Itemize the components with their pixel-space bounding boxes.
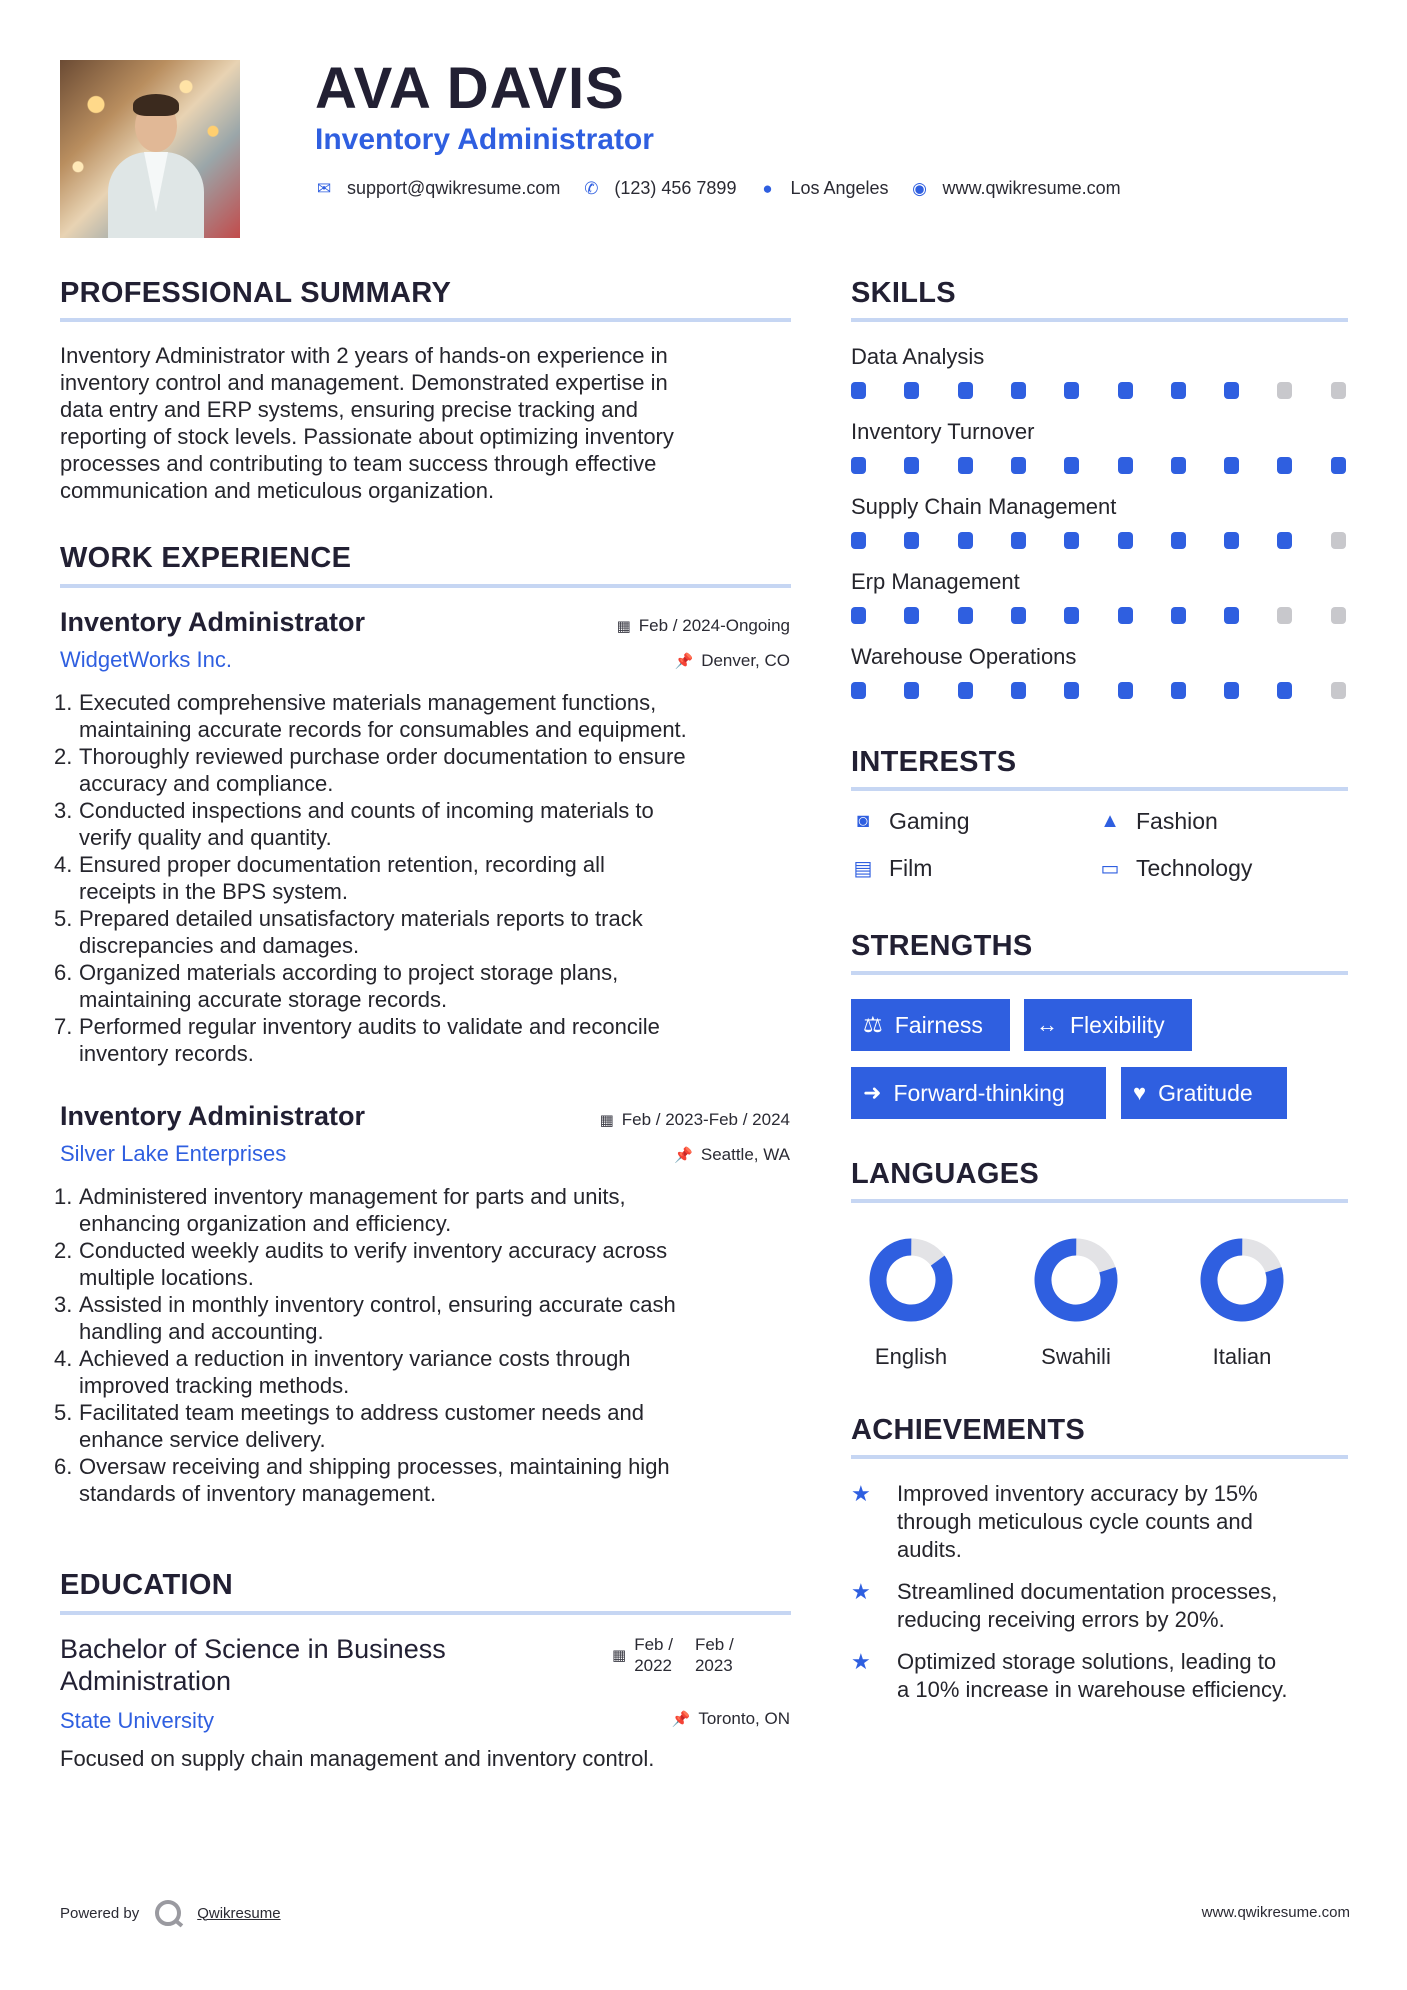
strength-label: Gratitude [1158, 1079, 1253, 1106]
interests-heading: INTERESTS [851, 746, 1017, 778]
achievement-item [851, 1648, 1288, 1704]
skill-dot-filled [851, 382, 866, 399]
skill-dot-filled [1277, 532, 1292, 549]
pin-icon: 📌 [674, 1147, 693, 1164]
footer-website-link[interactable]: www.qwikresume.com [1201, 1904, 1350, 1921]
skill-dot-filled [1011, 682, 1026, 699]
interest-label: Fashion [1136, 808, 1218, 834]
skills-heading: SKILLS [851, 277, 956, 309]
list-item: 3. Conducted inspections and counts of incoming materials to verify quality and quantity. [54, 798, 654, 850]
skill-dot-filled [904, 457, 919, 474]
experience-divider [60, 584, 791, 588]
candidate-name: AVA DAVIS [315, 56, 625, 121]
list-item: 1. Executed comprehensive materials management functions, maintaining accurate records for consumables and equipment. [54, 690, 687, 742]
language-item [1011, 1236, 1141, 1370]
skill-dot-filled [1331, 457, 1346, 474]
summary-line: reporting of stock levels. Passionate about optimizing inventory [60, 424, 674, 449]
skill-dot-filled [1011, 607, 1026, 624]
contact-email[interactable] [315, 178, 560, 199]
language-item [1177, 1236, 1307, 1370]
skill-rating [851, 607, 1346, 625]
skill-dot-filled [1171, 532, 1186, 549]
powered-by-text: Powered by [60, 1904, 140, 1922]
star-icon: ★ [851, 1649, 871, 1674]
skill-dot-empty [1331, 682, 1346, 699]
skill-label: Data Analysis [851, 344, 985, 369]
strength-label: Fairness [894, 1011, 983, 1038]
skill-dot-filled [958, 382, 973, 399]
interest-label: Film [889, 855, 933, 881]
job-date-text: Feb / 2023-Feb / 2024 [621, 1110, 790, 1129]
strengths-heading: STRENGTHS [851, 930, 1033, 962]
strength-tag [1121, 1067, 1287, 1119]
experience-heading: WORK EXPERIENCE [60, 542, 352, 574]
phone-icon: ✆ [584, 178, 599, 198]
languages-divider [851, 1199, 1348, 1203]
skill-label: Erp Management [851, 569, 1020, 594]
language-label: English [874, 1344, 948, 1369]
contact-location [758, 178, 888, 199]
location-text: Los Angeles [790, 178, 889, 198]
skills-divider [851, 318, 1348, 322]
skill-dot-filled [1224, 532, 1239, 549]
interest-label: Gaming [889, 808, 970, 834]
pin-icon: 📌 [671, 1711, 691, 1728]
job-company: Silver Lake Enterprises [60, 1141, 287, 1166]
list-item: 4. Achieved a reduction in inventory variance costs through improved tracking methods. [54, 1346, 631, 1398]
skill-dot-filled [1224, 457, 1239, 474]
job-date-text: Feb / 2024-Ongoing [638, 616, 790, 635]
skill-dot-filled [1171, 382, 1186, 399]
skill-dot-filled [958, 532, 973, 549]
list-item: 4. Ensured proper documentation retention, recording all receipts in the BPS system. [54, 852, 605, 904]
skill-dot-filled [1171, 682, 1186, 699]
skill-dot-filled [904, 682, 919, 699]
skill-label: Inventory Turnover [851, 419, 1035, 444]
skill-dot-filled [851, 457, 866, 474]
degree-title [60, 1633, 580, 1697]
job-location [674, 1145, 790, 1165]
list-item: 5. Prepared detailed unsatisfactory materials reports to track discrepancies and damages. [54, 906, 643, 958]
summary-line: processes and contributing to team success through effective [60, 451, 657, 476]
skill-dot-filled [1224, 682, 1239, 699]
skill-dot-filled [1118, 607, 1133, 624]
qwikresume-link[interactable]: Qwikresume [197, 1904, 281, 1922]
job-company: WidgetWorks Inc. [60, 647, 232, 672]
qwikresume-logo-icon [155, 1900, 181, 1926]
skill-dot-filled [1064, 532, 1079, 549]
skill-dot-filled [1118, 382, 1133, 399]
skill-dot-filled [1118, 682, 1133, 699]
summary-line: data entry and ERP systems, ensuring precise tracking and [60, 397, 639, 422]
list-item: 5. Facilitated team meetings to address customer needs and enhance service delivery. [54, 1400, 644, 1452]
summary-heading: PROFESSIONAL SUMMARY [60, 277, 452, 309]
film-icon: ▤ [853, 858, 873, 880]
skill-dot-filled [1011, 382, 1026, 399]
skill-label: Supply Chain Management [851, 494, 1117, 519]
list-item: 6. Oversaw receiving and shipping processes, maintaining high standards of inventory management. [54, 1454, 670, 1506]
education-start: Feb / 2022 [634, 1635, 673, 1675]
interest-label: Technology [1136, 855, 1253, 881]
skill-dot-filled [1171, 607, 1186, 624]
strength-tag [851, 1067, 1106, 1119]
contact-phone[interactable] [582, 178, 736, 199]
summary-divider [60, 318, 791, 322]
skill-label: Warehouse Operations [851, 644, 1077, 669]
job-bullets [54, 1183, 805, 1507]
skill-dot-filled [1277, 682, 1292, 699]
summary-line: Inventory Administrator with 2 years of hands-on experience in [60, 343, 668, 368]
education-heading: EDUCATION [60, 1569, 233, 1601]
job-date [617, 616, 790, 636]
calendar-icon: ▦ [599, 1112, 614, 1129]
school-location [672, 1709, 790, 1729]
language-donut [867, 1236, 955, 1324]
list-item: 7. Performed regular inventory audits to validate and reconcile inventory records. [54, 1014, 660, 1066]
skill-dot-filled [851, 607, 866, 624]
skill-dot-filled [1118, 457, 1133, 474]
interest-item [851, 855, 932, 882]
balance-scale-icon: ⚖ [863, 1012, 883, 1037]
skill-dot-filled [1064, 457, 1079, 474]
school-location-text: Toronto, ON [698, 1709, 790, 1728]
profile-photo [60, 60, 240, 238]
strength-label: Forward-thinking [893, 1079, 1065, 1106]
star-icon: ★ [851, 1579, 871, 1604]
language-item [846, 1236, 976, 1370]
language-donut-fill [867, 1236, 955, 1324]
education-date [612, 1634, 734, 1676]
skill-rating [851, 382, 1346, 400]
job-title: Inventory Administrator [60, 607, 366, 637]
list-item: 2. Conducted weekly audits to verify inventory accuracy across multiple locations. [54, 1238, 668, 1290]
skill-dot-filled [1224, 382, 1239, 399]
interests-divider [851, 787, 1348, 791]
achievement-text: Streamlined documentation processes, reducing receiving errors by 20%. [897, 1579, 1278, 1632]
skill-dot-filled [904, 382, 919, 399]
skill-rating [851, 457, 1346, 475]
skill-dot-empty [1331, 382, 1346, 399]
language-donut [1198, 1236, 1286, 1324]
pin-icon: 📌 [674, 653, 694, 670]
skill-rating [851, 532, 1346, 550]
job-location-text: Denver, CO [701, 651, 790, 670]
language-label: Swahili [1041, 1344, 1111, 1369]
skill-dot-empty [1277, 382, 1292, 399]
list-item: 3. Assisted in monthly inventory control, ensuring accurate cash handling and accounting. [54, 1292, 676, 1344]
strength-label: Flexibility [1070, 1011, 1165, 1038]
achievement-text: Optimized storage solutions, leading to a 10% increase in warehouse efficiency. [897, 1649, 1288, 1702]
skill-dot-filled [1064, 382, 1079, 399]
achievement-item [851, 1480, 1258, 1564]
interest-item [1098, 855, 1252, 882]
website-text: www.qwikresume.com [942, 178, 1121, 198]
map-pin-icon: ● [762, 178, 773, 198]
strength-tag [851, 999, 1010, 1051]
language-donut [1032, 1236, 1120, 1324]
star-icon: ★ [851, 1481, 871, 1506]
education-divider [60, 1611, 791, 1615]
skill-dot-filled [1011, 457, 1026, 474]
skill-dot-filled [1171, 457, 1186, 474]
job-bullets [54, 689, 805, 1067]
language-label: Italian [1212, 1344, 1272, 1369]
envelope-icon: ✉ [316, 178, 332, 198]
summary-line: inventory control and management. Demonstrated expertise in [60, 370, 668, 395]
globe-icon: ◉ [912, 178, 927, 198]
laptop-icon: ▭ [1100, 858, 1120, 880]
interest-item [851, 808, 970, 835]
strengths-divider [851, 971, 1348, 975]
summary-text [60, 342, 800, 504]
calendar-icon: ▦ [612, 1647, 627, 1664]
summary-line: communication and meticulous organization. [60, 478, 495, 503]
heart-icon: ♥ [1133, 1080, 1147, 1105]
skill-dot-filled [1064, 607, 1079, 624]
skill-dot-filled [1277, 457, 1292, 474]
strength-tag [1024, 999, 1192, 1051]
email-text: support@qwikresume.com [347, 178, 561, 198]
job-location [675, 651, 791, 671]
skill-dot-filled [958, 682, 973, 699]
list-item: 2. Thoroughly reviewed purchase order documentation to ensure accuracy and compliance. [54, 744, 686, 796]
skill-dot-empty [1331, 532, 1346, 549]
calendar-icon: ▦ [616, 618, 631, 635]
skill-dot-filled [1064, 682, 1079, 699]
skill-dot-filled [851, 532, 866, 549]
achievement-text: Improved inventory accuracy by 15% through meticulous cycle counts and audits. [897, 1481, 1258, 1562]
skill-dot-filled [1011, 532, 1026, 549]
skill-dot-filled [904, 532, 919, 549]
achievements-divider [851, 1455, 1348, 1459]
languages-heading: LANGUAGES [851, 1158, 1039, 1190]
education-end: Feb / 2023 [694, 1635, 734, 1675]
candidate-title: Inventory Administrator [315, 123, 654, 156]
skill-dot-empty [1277, 607, 1292, 624]
achievement-item [851, 1578, 1277, 1634]
school-name: State University [60, 1708, 215, 1733]
skill-dot-filled [904, 607, 919, 624]
degree-line: Bachelor of Science in Business [60, 1634, 446, 1664]
job-date [600, 1110, 790, 1130]
skill-dot-filled [958, 457, 973, 474]
skill-dot-filled [1224, 607, 1239, 624]
interest-item [1098, 808, 1218, 835]
skill-rating [851, 682, 1346, 700]
skill-dot-filled [958, 607, 973, 624]
phone-text: (123) 456 7899 [614, 178, 737, 198]
arrows-horizontal-icon: ↔ [1036, 1012, 1058, 1037]
shopping-bag-icon: ▲ [1100, 810, 1120, 832]
contact-bar [315, 178, 1143, 199]
education-description: Focused on supply chain management and inventory control. [60, 1746, 655, 1771]
arrow-right-icon: ➜ [863, 1080, 882, 1105]
degree-line: Administration [60, 1666, 232, 1696]
footer-branding [60, 1900, 281, 1926]
contact-website[interactable] [911, 178, 1121, 199]
skill-dot-filled [1118, 532, 1133, 549]
gamepad-icon: ◙ [856, 810, 870, 832]
list-item: 1. Administered inventory management for parts and units, enhancing organization and efficiency. [54, 1184, 626, 1236]
skill-dot-filled [851, 682, 866, 699]
skill-dot-empty [1331, 607, 1346, 624]
job-location-text: Seattle, WA [700, 1145, 790, 1164]
list-item: 6. Organized materials according to project storage plans, maintaining accurate storage records. [54, 960, 619, 1012]
job-title: Inventory Administrator [60, 1101, 366, 1131]
achievements-heading: ACHIEVEMENTS [851, 1414, 1086, 1446]
